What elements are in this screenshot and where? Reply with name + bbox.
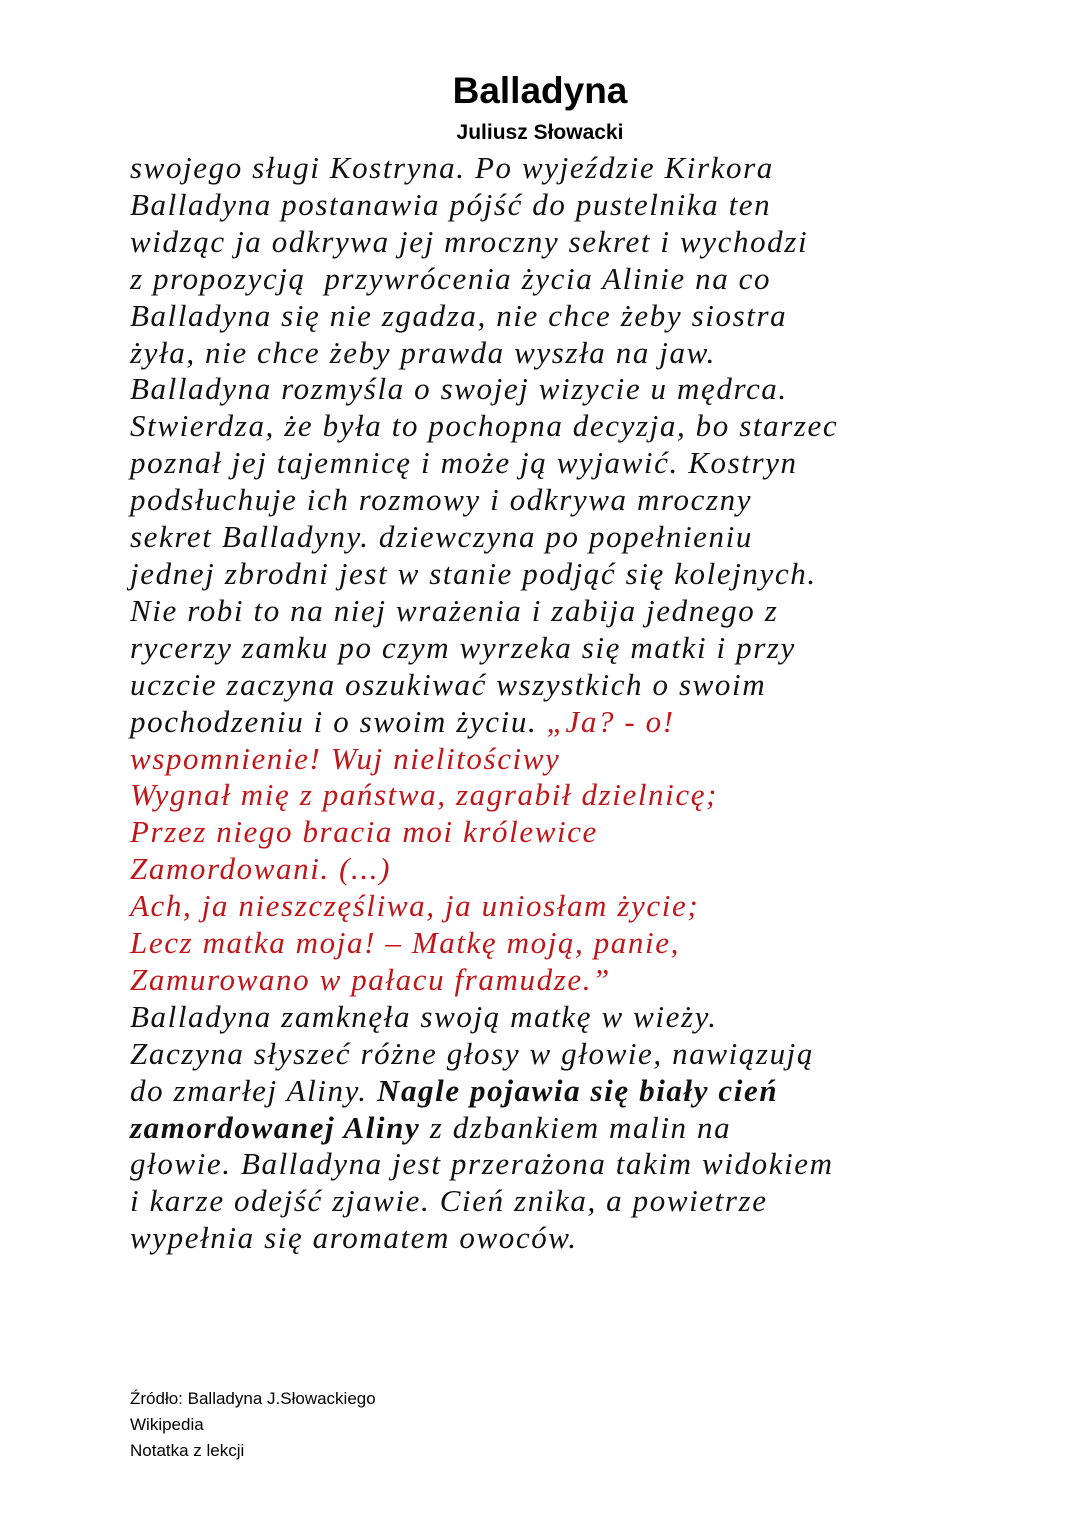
text-segment: Balladyna zamknęła swoją matkę w wieży.	[130, 998, 718, 1034]
text-segment: uczcie zaczyna oszukiwać wszystkich o swoim	[130, 666, 767, 702]
source-line: Źródło: Balladyna J.Słowackiego	[130, 1389, 376, 1408]
body-line	[130, 814, 990, 851]
source-line: Notatka z lekcji	[130, 1441, 245, 1460]
bold-text: Nagle pojawia się biały cień	[376, 1072, 779, 1108]
body-line	[130, 150, 990, 187]
text-segment: Zaczyna słyszeć różne głosy w głowie, nawiązują	[130, 1035, 814, 1071]
body-line	[130, 1110, 990, 1147]
text-segment: Stwierdza, że była to pochopna decyzja, bo starzec	[130, 408, 839, 444]
sources-footer	[130, 1386, 376, 1464]
document-author: Juliusz Słowacki	[456, 121, 624, 144]
quote-text: „Ja? - o!	[546, 703, 675, 739]
body-line	[130, 593, 990, 630]
body-line	[130, 187, 990, 224]
text-segment: i karze odejść zjawie. Cień znika, a powietrze	[130, 1183, 768, 1219]
text-segment: Balladyna się nie zgadza, nie chce żeby siostra	[130, 297, 788, 333]
body-line	[130, 445, 990, 482]
text-segment: rycerzy zamku po czym wyrzeka się matki i przy	[130, 629, 796, 665]
quote-text: Zamordowani. (...)	[130, 851, 392, 887]
quote-text: Przez niego bracia moi królewice	[130, 814, 598, 850]
text-segment: jednej zbrodni jest w stanie podjąć się kolejnych.	[130, 555, 817, 591]
bold-text: zamordowanej Aliny	[130, 1109, 421, 1145]
body-line	[130, 704, 990, 741]
body-line	[130, 667, 990, 704]
text-segment: żyła, nie chce żeby prawda wyszła na jaw.	[130, 334, 716, 370]
body-line	[130, 851, 990, 888]
document-title: Balladyna	[452, 70, 628, 111]
body-line	[130, 1220, 990, 1257]
quote-text: Ach, ja nieszczęśliwa, ja uniosłam życie;	[130, 888, 700, 924]
text-segment: do zmarłej Aliny.	[130, 1072, 377, 1108]
quote-text: wspomnienie! Wuj nielitościwy	[130, 740, 561, 776]
text-segment: widząc ja odkrywa jej mroczny sekret i wychodzi	[130, 223, 809, 259]
text-segment: Balladyna rozmyśla o swojej wizycie u mędrca.	[130, 371, 788, 407]
body-line	[130, 999, 990, 1036]
text-segment: sekret Balladyny. dziewczyna po popełnieniu	[130, 519, 753, 555]
body-line	[130, 1036, 990, 1073]
text-segment: podsłuchuje ich rozmowy i odkrywa mroczny	[130, 482, 753, 518]
body-line	[130, 1073, 990, 1110]
body-line	[130, 335, 990, 372]
body-line	[130, 519, 990, 556]
text-segment: z dzbankiem malin na	[420, 1109, 732, 1145]
body-line	[130, 741, 990, 778]
text-segment: poznał jej tajemnicę i może ją wyjawić. Kostryn	[130, 445, 798, 481]
text-segment: Balladyna postanawia pójść do pustelnika ten	[130, 186, 772, 222]
source-line: Wikipedia	[130, 1415, 204, 1434]
body-line	[130, 962, 990, 999]
body-line	[130, 630, 990, 667]
body-line	[130, 1183, 990, 1220]
quote-text: Zamurowano w pałacu framudze.”	[130, 961, 611, 997]
body-line	[130, 777, 990, 814]
body-line	[130, 408, 990, 445]
body-line	[130, 261, 990, 298]
document-body	[130, 150, 990, 1257]
text-segment: swojego sługi Kostryna. Po wyjeździe Kirkora	[130, 150, 774, 185]
body-line	[130, 224, 990, 261]
text-segment: Nie robi to na niej wrażenia i zabija jednego z	[130, 592, 779, 628]
body-line	[130, 925, 990, 962]
body-line	[130, 888, 990, 925]
body-line	[130, 371, 990, 408]
body-line	[130, 482, 990, 519]
body-line	[130, 298, 990, 335]
text-segment: wypełnia się aromatem owoców.	[130, 1220, 578, 1256]
text-segment: z propozycją przywrócenia życia Alinie na co	[130, 260, 772, 296]
text-segment: głowie. Balladyna jest przerażona takim widokiem	[130, 1146, 834, 1182]
text-segment: pochodzeniu i o swoim życiu.	[130, 703, 547, 739]
body-line	[130, 556, 990, 593]
quote-text: Wygnał mię z państwa, zagrabił dzielnicę;	[130, 777, 718, 813]
body-line	[130, 1146, 990, 1183]
quote-text: Lecz matka moja! – Matkę moją, panie,	[130, 925, 680, 961]
